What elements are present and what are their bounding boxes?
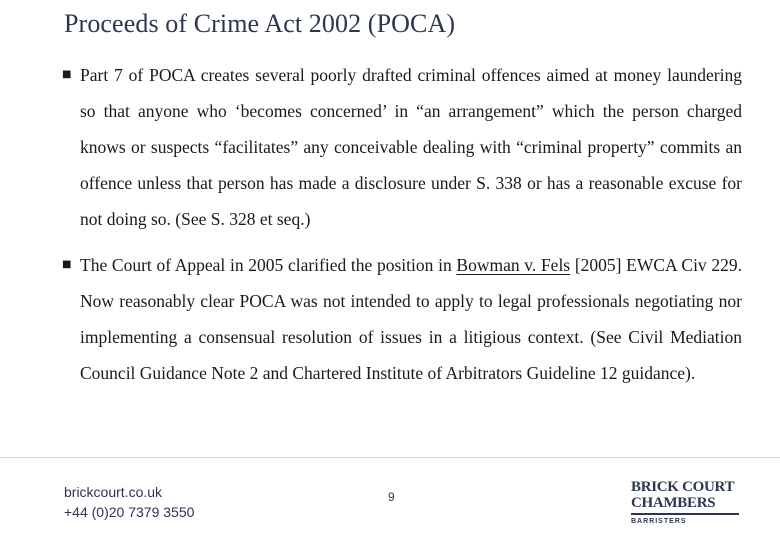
page-number: 9	[388, 490, 395, 504]
case-citation: Bowman v. Fels	[456, 255, 571, 275]
website-text: brickcourt.co.uk	[64, 484, 163, 500]
bullet-item	[62, 247, 742, 391]
bullet-list	[62, 57, 742, 391]
logo-divider	[631, 513, 739, 515]
bullet-item	[62, 57, 742, 237]
contact-info	[64, 482, 194, 522]
slide-title: Proceeds of Crime Act 2002 (POCA)	[64, 9, 456, 38]
bullet-text	[80, 247, 742, 391]
logo-line-1: BRICK COURT	[631, 479, 735, 495]
bullet-text-after: [2005] EWCA Civ 229. Now reasonably clear POCA was not intended to apply to legal professionals negotiating nor implementing a consensual resolution of issues in a litigious context. (See Civil Mediation Council Guidance Note 2 and Chartered Institute of Arbitrators Guideline 12 guidance).	[80, 255, 742, 383]
square-bullet-icon: ■	[62, 259, 72, 270]
square-bullet-icon: ■	[62, 69, 72, 80]
footer	[0, 457, 780, 541]
logo-subtitle: BARRISTERS	[631, 518, 687, 525]
bullet-text-before: The Court of Appeal in 2005 clarified the position in	[80, 255, 457, 275]
brick-court-logo	[631, 479, 743, 525]
bullet-text: Part 7 of POCA creates several poorly drafted criminal offences aimed at money laundering so that anyone who ‘becomes concerned’ in “an arrangement” which the person charged knows or suspects “facilitates” any conceivable dealing with “criminal property” commits an offence unless that person has made a disclosure under S. 338 or has a reasonable excuse for not doing so. (See S. 328 et seq.)	[80, 65, 742, 229]
phone-text: +44 (0)20 7379 3550	[64, 504, 195, 520]
logo-line-2: CHAMBERS	[631, 495, 716, 511]
